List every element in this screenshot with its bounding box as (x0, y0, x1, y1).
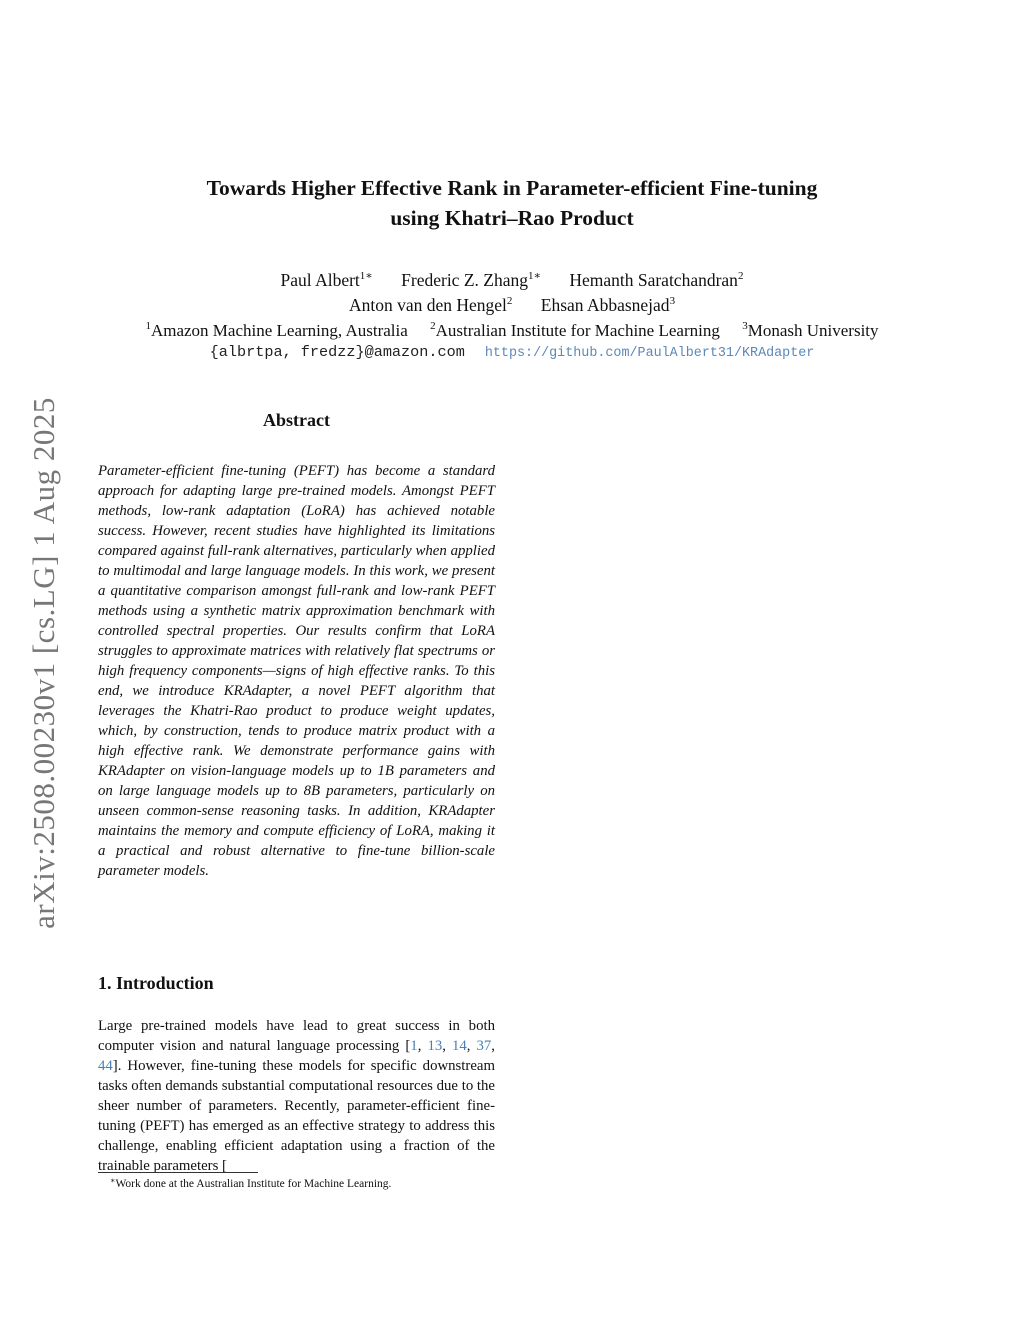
author: Ehsan Abbasnejad$^3$ (540, 295, 676, 315)
section-heading-introduction: 1. Introduction (98, 973, 214, 993)
repository-link[interactable]: https://github.com/PaulAlbert31/KRAdapter (484, 346, 815, 361)
email-address[interactable]: {albrtpa, fredzz}@amazon.com (209, 343, 465, 361)
contact-line (100, 343, 924, 361)
abstract-text: Parameter-efficient fine-tuning (PEFT) has become a standard approach for adapting large pre-trained models. Amongst PEFT methods, low-rank adaptation (LoRA) has achieved notable success. However, recent studies have highlighted its limitations compared against full-rank alternatives, particularly when applied to multimodal and large language models. In this work, we present a quantitative comparison amongst full-rank and low-rank PEFT methods using a synthetic matrix approximation benchmark with controlled spectral properties. Our results confirm that LoRA struggles to approximate matrices with relatively flat spectrums or high frequency components—signs of high effective ranks. To this end, we introduce KRAdapter, a novel PEFT algorithm that leverages the Khatri-Rao product to produce weight updates, which, by construction, tends to produce matrix product with a high effective rank. We demonstrate performance gains with KRAdapter on vision-language models up to 1B parameters and on large language models up to 8B parameters, particularly on unseen common-sense reasoning tasks. In addition, KRAdapter maintains the memory and compute efficiency of LoRA, making it a practical and robust alternative to fine-tune billion-scale parameter models. (98, 463, 495, 879)
citation-link[interactable]: 1 (410, 1038, 418, 1054)
introduction-paragraph-1-part-a: Large pre-trained models have lead to great success in both computer vision and natural language processing [1, 13, 14, 37, 44]. However, fine-tuning these models for specific downstream tasks often demands substantial computational resources due to the sheer number of parameters. Recently, parameter-efficient fine-tuning (PEFT) has emerged as an effective strategy to address this challenge, enabling efficient adaptation using a fraction of the trainable parameters [ (98, 1018, 495, 1174)
affiliation-line (100, 318, 924, 343)
affiliation: $^3$Monash University (742, 320, 879, 340)
affiliation: $^2$Australian Institute for Machine Learning (430, 320, 720, 340)
footnote-text: Work done at the Australian Institute for Machine Learning. (115, 1178, 392, 1190)
author-block (100, 268, 924, 343)
title-line-1: Towards Higher Effective Rank in Parameter-efficient Fine-tuning (206, 176, 818, 200)
footnote-rule (98, 1172, 258, 1173)
citation-link[interactable]: 14 (451, 1038, 467, 1054)
abstract-heading: Abstract (263, 410, 330, 430)
arxiv-identifier-stamp (12, 375, 76, 950)
introduction-left-column (98, 1016, 495, 1176)
citation-link[interactable]: 13 (427, 1038, 443, 1054)
author: Hemanth Saratchandran$^2$ (569, 270, 744, 290)
author: Frederic Z. Zhang$^{1∗}$ (401, 270, 541, 290)
paper-title (100, 173, 924, 233)
author: Anton van den Hengel$^2$ (348, 295, 513, 315)
arxiv-id-text: arXiv:2508.00230v1 [cs.LG] 1 Aug 2025 (26, 396, 62, 929)
citation-link[interactable]: 37 (476, 1038, 492, 1054)
author-line-1 (100, 268, 924, 293)
citation-link[interactable]: 44 (98, 1058, 113, 1074)
title-line-2: using Khatri–Rao Product (390, 206, 634, 230)
affiliation: $^1$Amazon Machine Learning, Australia (145, 320, 408, 340)
footnote: ∗Work done at the Australian Institute for Machine Learning. (110, 1176, 392, 1190)
author: Paul Albert$^{1∗}$ (280, 270, 373, 290)
author-line-2 (100, 293, 924, 318)
